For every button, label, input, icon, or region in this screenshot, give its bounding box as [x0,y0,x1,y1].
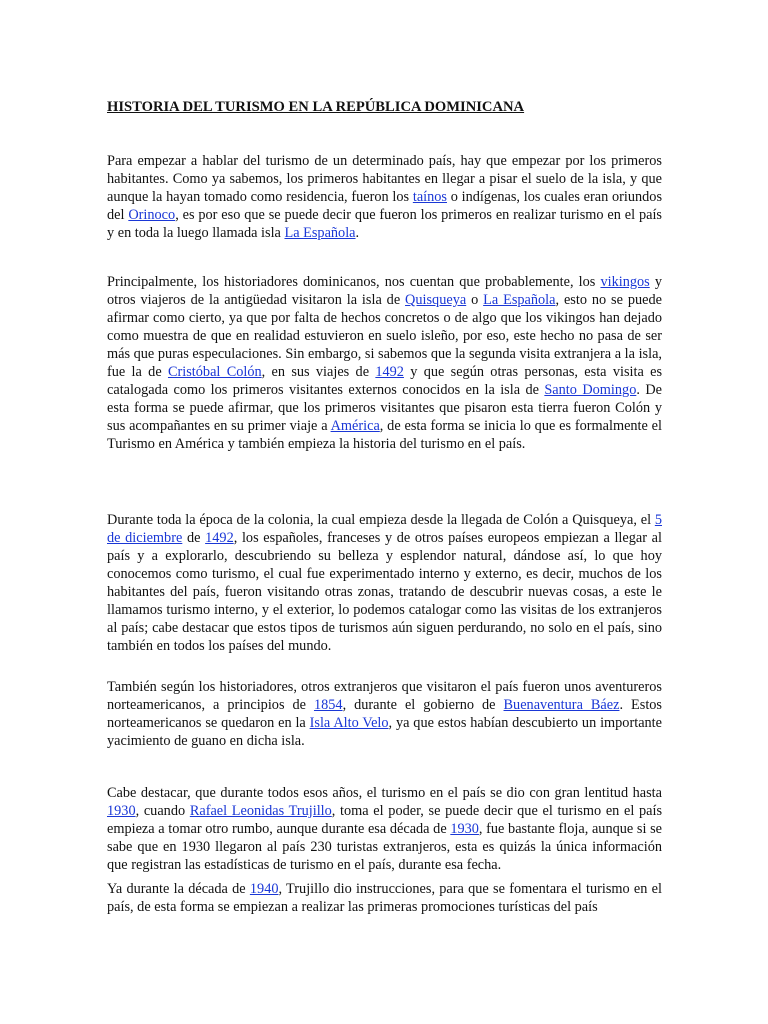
paragraph [107,880,662,916]
paragraph-text: y otros viajeros de la antigüedad visitaron la isla de [107,274,662,309]
paragraph-text: Para empezar a hablar del turismo de un determinado país, hay que empezar por los primeros habitantes. Como ya sabemos, los primeros habitantes en llegar a pisar el suelo de la isla, y que aunque la hayan tomado como residencia, fueron los [107,153,662,206]
paragraph [107,678,662,750]
wiki-link[interactable]: Quisqueya [405,292,467,309]
wiki-link[interactable]: 1492 [205,530,234,547]
paragraph-text: Principalmente, los historiadores dominicanos, nos cuentan que probablemente, los [107,274,601,290]
wiki-link[interactable]: 5 de diciembre [107,512,662,547]
paragraph-text: Durante toda la época de la colonia, la cual empieza desde la llegada de Colón a Quisqueya, el [107,512,655,528]
paragraph-text: . Estos norteamericanos se quedaron en la [107,697,662,732]
paragraph-text: , en sus viajes de [261,364,376,381]
paragraph-text: , esto no se puede afirmar como cierto, ya que por falta de hechos concretos o de algo que los vikingos han dejado como muestra de que en realidad estuvieron en suelo isleño, por eso, este hecho no pasa de ser más que puras especulaciones. Sin embargo, si sabemos que la segunda visita extranjera a la isla, fue la de [107,292,662,381]
paragraph-text: . De esta forma se puede afirmar, que los primeros visitantes que pisaron esta tierra fueron Colón y sus acompañantes en su primer viaje a [107,382,662,435]
wiki-link[interactable]: Isla Alto Velo [309,715,389,732]
wiki-link[interactable]: 1854 [313,697,343,714]
wiki-link[interactable]: Cristóbal Colón [167,364,262,381]
paragraph-text: , durante el gobierno de [342,697,504,714]
paragraph-text: , los españoles, franceses y de otros países europeos empiezan a llegar al país y a explorarlo, descubriendo su belleza y esplendor natural, dándose así, lo que hoy conocemos como turismo, el cual fue experimentado interno y externo, es decir, muchos de los habitantes del país, fueron visitando otras zonas, tratando de descubrir nuevas cosas, a este le llamamos turismo interno, y el exterior, lo podemos catalogar como las visitas de los extranjeros al país; cabe destacar que estos tipos de turismos aún siguen perdurando, no solo en el país, sino también en todos los países del mundo. [107,530,662,655]
wiki-link[interactable]: Orinoco [128,207,176,224]
paragraph-text: , toma el poder, se puede decir que el turismo en el país empieza a tomar otro rumbo, aunque durante esa década de [107,803,663,838]
document-title: HISTORIA DEL TURISMO EN LA REPÚBLICA DOMINICANA [107,99,525,115]
paragraph-text: de [182,530,206,547]
paragraph-text: y que según otras personas, esta visita es catalogada como los primeros visitantes externos conocidos en la isla de [107,364,663,399]
paragraph-text: , ya que estos habían descubierto un importante yacimiento de guano en dicha isla. [107,715,663,750]
wiki-link[interactable]: Santo Domingo [544,382,637,399]
wiki-link[interactable]: Rafael Leonidas Trujillo [189,803,332,820]
paragraph [107,273,662,453]
wiki-link[interactable]: 1930 [107,803,136,820]
wiki-link[interactable]: La Española [483,292,556,309]
paragraph-text: o [466,292,484,309]
paragraph-text: , cuando [135,803,190,820]
paragraph [107,784,662,874]
paragraph-text: , es por eso que se puede decir que fueron los primeros en realizar turismo en el país y en toda la luego llamada isla [107,207,662,242]
wiki-link[interactable]: taínos [412,189,447,206]
paragraph-text: . [355,225,360,242]
wiki-link[interactable]: 1930 [450,821,479,838]
wiki-link[interactable]: La Española [284,225,356,242]
wiki-link[interactable]: vikingos [600,274,650,290]
wiki-link[interactable]: 1940 [249,881,279,897]
wiki-link[interactable]: 1492 [375,364,404,381]
paragraph-text: , de esta forma se inicia lo que es formalmente el Turismo en América y también empieza la historia del turismo en el país. [107,418,663,453]
wiki-link[interactable]: América [330,418,380,435]
paragraph-text: o indígenas, los cuales eran oriundos del [107,189,663,224]
paragraph [107,152,662,242]
paragraph-text: , fue bastante floja, aunque si se sabe que en 1930 llegaron al país 230 turistas extranjeros, esta es quizás la única información que registran las estadísticas de turismo en el país, durante esa fecha. [107,821,662,874]
wiki-link[interactable]: Buenaventura Báez [503,697,620,714]
paragraph-text: Cabe destacar, que durante todos esos años, el turismo en el país se dio con gran lentitud hasta [107,785,662,801]
paragraph-text: , Trujillo dio instrucciones, para que se fomentara el turismo en el país, de esta forma se empiezan a realizar las primeras promociones turísticas del país [107,881,662,916]
paragraph [107,511,662,655]
paragraph-text: Ya durante la década de [107,881,250,897]
paragraph-text: También según los historiadores, otros extranjeros que visitaron el país fueron unos aventureros norteamericanos, a principios de [107,679,662,714]
